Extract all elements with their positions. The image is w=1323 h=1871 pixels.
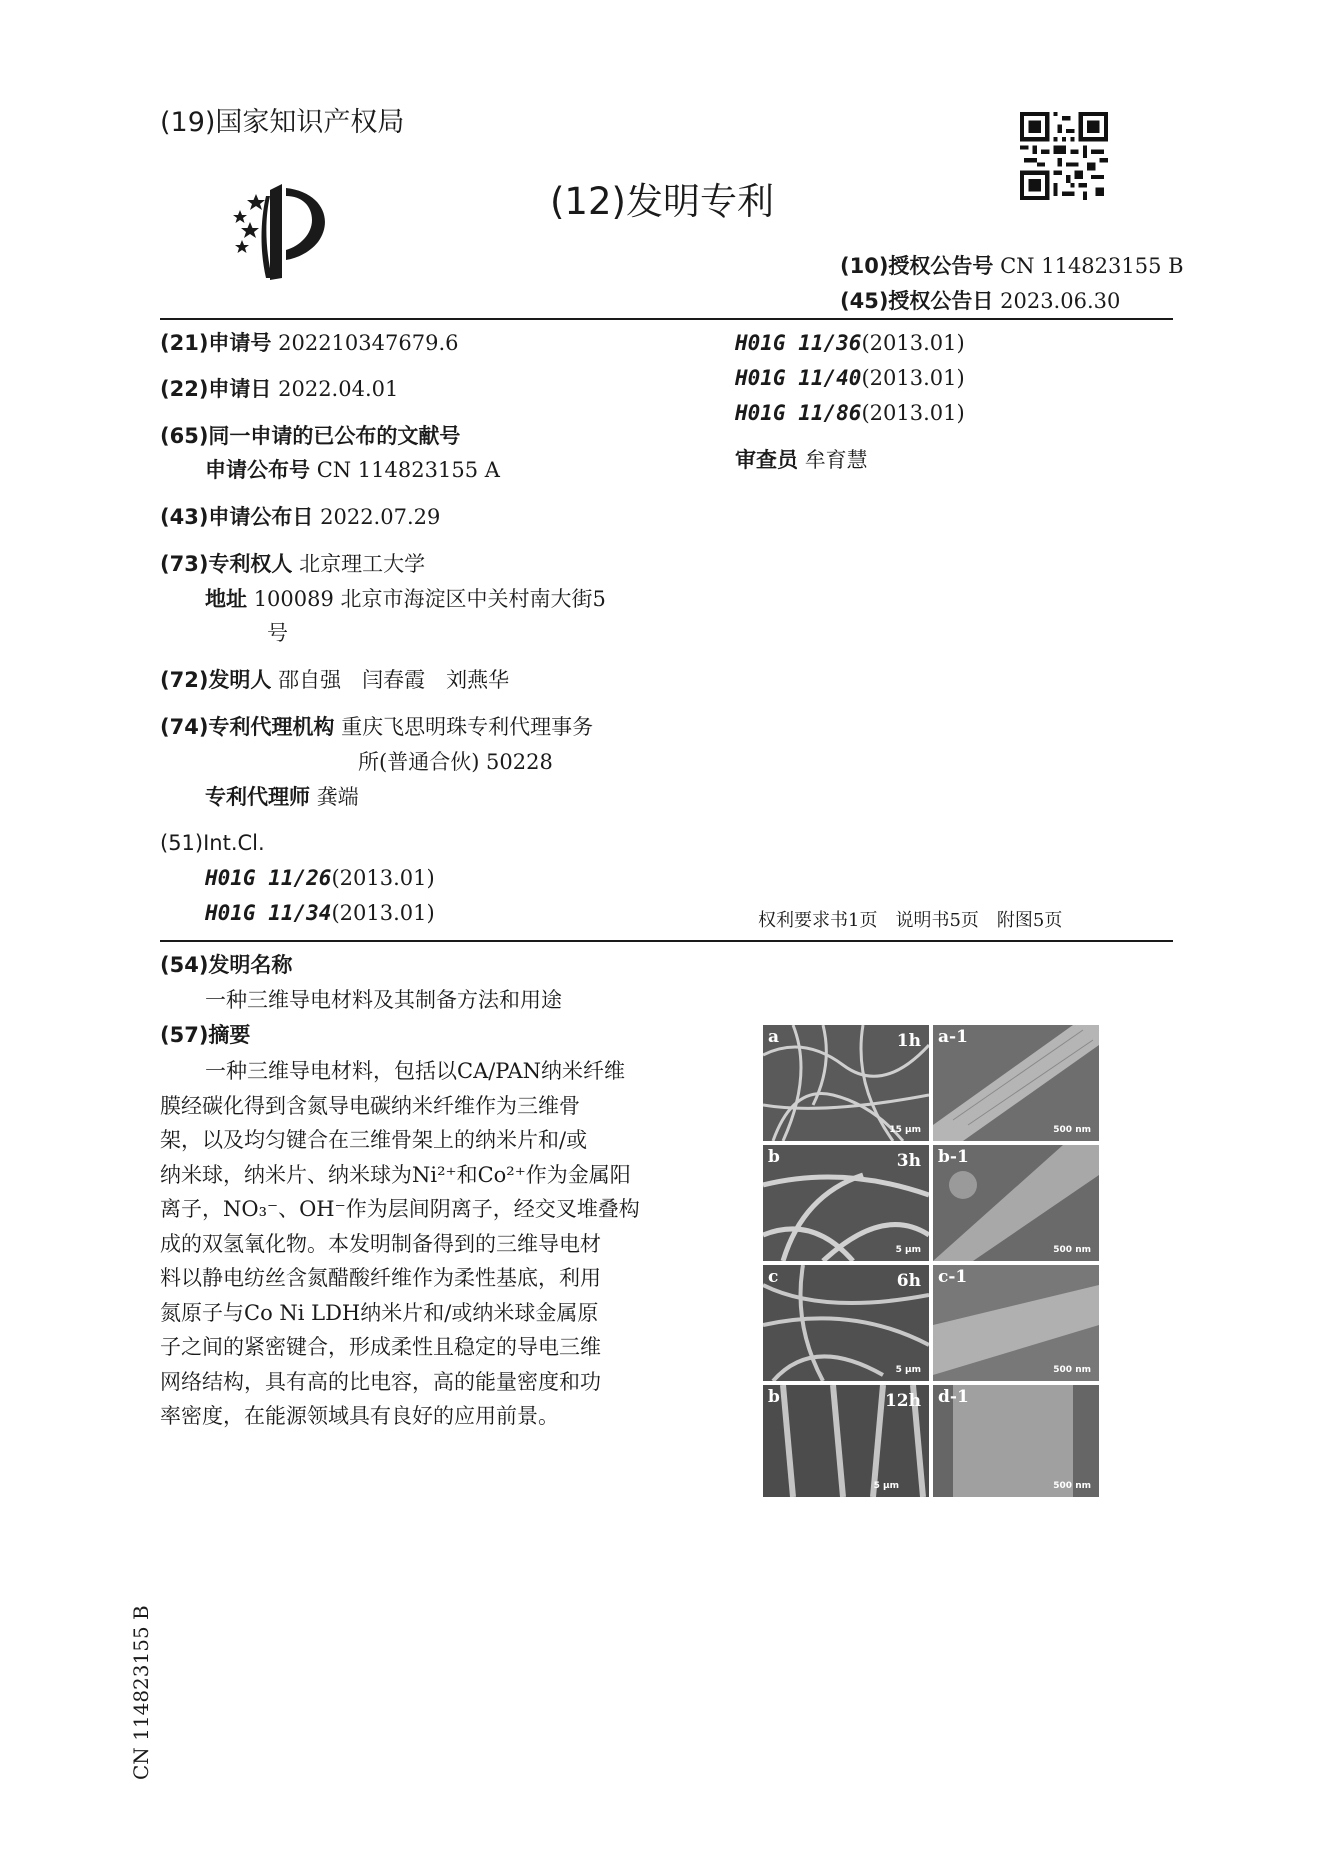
- intcl-version: (2013.01): [331, 901, 435, 925]
- sem-figure: [763, 1025, 1099, 1497]
- application-number: 202210347679.6: [278, 331, 459, 355]
- grant-date-row: [840, 286, 1120, 316]
- panel-time: 12h: [884, 1391, 921, 1411]
- address-line-1: 100089 北京市海淀区中关村南大街5: [253, 587, 606, 611]
- prior-publication-label: (65)同一申请的已公布的文献号: [160, 424, 461, 448]
- qr-code: [1020, 112, 1108, 200]
- publication-date-row: [160, 502, 440, 532]
- intcl-right-3: [735, 398, 965, 428]
- panel-time: 3h: [896, 1151, 921, 1171]
- side-code: CN 114823155 B: [129, 1605, 153, 1780]
- patentee: 北京理工大学: [299, 552, 426, 576]
- invention-title: 一种三维导电材料及其制备方法和用途: [205, 988, 562, 1012]
- page-counts: 权利要求书1页 说明书5页 附图5页: [758, 910, 1063, 931]
- abstract-line: 网络结构，具有高的比电容，高的能量密度和功: [160, 1369, 601, 1394]
- scale-bar-label: 500 nm: [1053, 1481, 1091, 1491]
- cnipa-logo: [222, 182, 347, 282]
- grant-number-row: [840, 251, 1184, 281]
- intcl-version: (2013.01): [861, 331, 965, 355]
- abstract-line: 氮原子与Co Ni LDH纳米片和/或纳米球金属原: [160, 1300, 599, 1325]
- publication-date: 2022.07.29: [320, 505, 441, 529]
- application-date-label: (22)申请日: [160, 377, 272, 401]
- abstract-line: 离子，NO₃⁻、OH⁻作为层间阴离子，经交叉堆叠构: [160, 1197, 640, 1221]
- scale-bar-label: 500 nm: [1053, 1245, 1091, 1255]
- grant-number: CN 114823155 B: [1000, 254, 1184, 278]
- scale-bar-label: 15 μm: [889, 1125, 921, 1135]
- address-label: 地址: [205, 587, 247, 611]
- intcl-version: (2013.01): [861, 366, 965, 390]
- panel-label: b: [768, 1387, 780, 1407]
- sem-panel: [763, 1385, 929, 1497]
- inventors-row: [160, 665, 509, 695]
- intcl-right-2: [735, 363, 965, 393]
- sem-panel: [763, 1025, 929, 1141]
- grant-number-label: (10)授权公告号: [840, 254, 994, 278]
- intcl-code: H01G 11/40: [735, 366, 862, 390]
- application-number-row: [160, 328, 458, 358]
- office-name: (19)国家知识产权局: [160, 107, 405, 138]
- sem-panel: [933, 1265, 1099, 1381]
- grant-date: 2023.06.30: [1000, 289, 1121, 313]
- abstract-line: 纳米球，纳米片、纳米球为Ni²⁺和Co²⁺作为金属阳: [160, 1162, 631, 1187]
- title-label: (54)发明名称: [160, 953, 293, 977]
- header-rule: [160, 318, 1173, 320]
- examiner: 牟育慧: [804, 448, 868, 472]
- agency-row: [160, 712, 593, 742]
- agent-row: [205, 782, 359, 812]
- sem-panel: [763, 1265, 929, 1381]
- grant-date-label: (45)授权公告日: [840, 289, 994, 313]
- intcl-code: H01G 11/86: [735, 401, 862, 425]
- abstract-line: 料以静电纺丝含氮醋酸纤维作为柔性基底，利用: [160, 1266, 601, 1290]
- panel-label: b-1: [938, 1147, 969, 1167]
- abstract-line: 成的双氢氧化物。本发明制备得到的三维导电材: [160, 1231, 601, 1256]
- intcl-code: H01G 11/36: [735, 331, 862, 355]
- scale-bar-label: 500 nm: [1053, 1365, 1091, 1375]
- intcl-label: (51)Int.Cl.: [160, 831, 265, 855]
- abstract-label: (57)摘要: [160, 1023, 251, 1047]
- abstract-line: 率密度，在能源领域具有良好的应用前景。: [160, 1404, 559, 1428]
- agent-label: 专利代理师: [205, 785, 310, 809]
- agency-line-2: 所(普通合伙) 50228: [358, 750, 553, 774]
- examiner-label: 审查员: [735, 448, 798, 472]
- panel-time: 1h: [896, 1031, 921, 1051]
- sem-panel: [763, 1145, 929, 1261]
- address-row: [205, 584, 606, 614]
- intcl-version: (2013.01): [331, 866, 435, 890]
- panel-label: b: [768, 1147, 780, 1167]
- publication-number-row: [205, 455, 500, 485]
- patentee-label: (73)专利权人: [160, 552, 293, 576]
- publication-number: CN 114823155 A: [316, 458, 500, 482]
- application-date-row: [160, 374, 398, 404]
- sem-panel: [933, 1145, 1099, 1261]
- section-rule: [160, 940, 1173, 942]
- panel-label: d-1: [938, 1387, 969, 1407]
- abstract-text: [160, 1054, 650, 1434]
- sem-panel: [933, 1385, 1099, 1497]
- scale-bar-label: 5 μm: [895, 1365, 921, 1375]
- abstract-line: 膜经碳化得到含氮导电碳纳米纤维作为三维骨: [160, 1093, 580, 1118]
- intcl-version: (2013.01): [861, 401, 965, 425]
- panel-label: a-1: [938, 1027, 968, 1047]
- publication-date-label: (43)申请公布日: [160, 505, 314, 529]
- publication-number-label: 申请公布号: [205, 458, 310, 482]
- panel-label: a: [768, 1027, 780, 1047]
- agency-line-1: 重庆飞思明珠专利代理事务: [341, 715, 594, 739]
- abstract-line: 子之间的紧密键合，形成柔性且稳定的导电三维: [160, 1335, 601, 1359]
- panel-label: c: [768, 1267, 779, 1287]
- sem-panel: [933, 1025, 1099, 1141]
- intcl-right-1: [735, 328, 965, 358]
- agent: 龚端: [316, 785, 359, 809]
- intcl-left-1: [205, 863, 435, 893]
- intcl-code: H01G 11/26: [205, 866, 332, 890]
- intcl-code: H01G 11/34: [205, 901, 332, 925]
- agency-label: (74)专利代理机构: [160, 715, 335, 739]
- scale-bar-label: 5 μm: [873, 1481, 899, 1491]
- patentee-row: [160, 549, 425, 579]
- intcl-left-2: [205, 898, 435, 928]
- scale-bar-label: 500 nm: [1053, 1125, 1091, 1135]
- inventors: 邵自强 闫春霞 刘燕华: [278, 668, 510, 692]
- panel-label: c-1: [938, 1267, 968, 1287]
- application-number-label: (21)申请号: [160, 331, 272, 355]
- abstract-line: 一种三维导电材料，包括以CA/PAN纳米纤维: [205, 1059, 626, 1083]
- abstract-line: 架，以及均匀键合在三维骨架上的纳米片和/或: [160, 1128, 588, 1152]
- examiner-row: [735, 445, 868, 475]
- application-date: 2022.04.01: [278, 377, 399, 401]
- side-code-wrap: [128, 1500, 158, 1780]
- inventors-label: (72)发明人: [160, 668, 272, 692]
- scale-bar-label: 5 μm: [895, 1245, 921, 1255]
- panel-time: 6h: [896, 1271, 921, 1291]
- document-type: (12)发明专利: [550, 180, 774, 223]
- address-line-2: 号: [267, 621, 288, 645]
